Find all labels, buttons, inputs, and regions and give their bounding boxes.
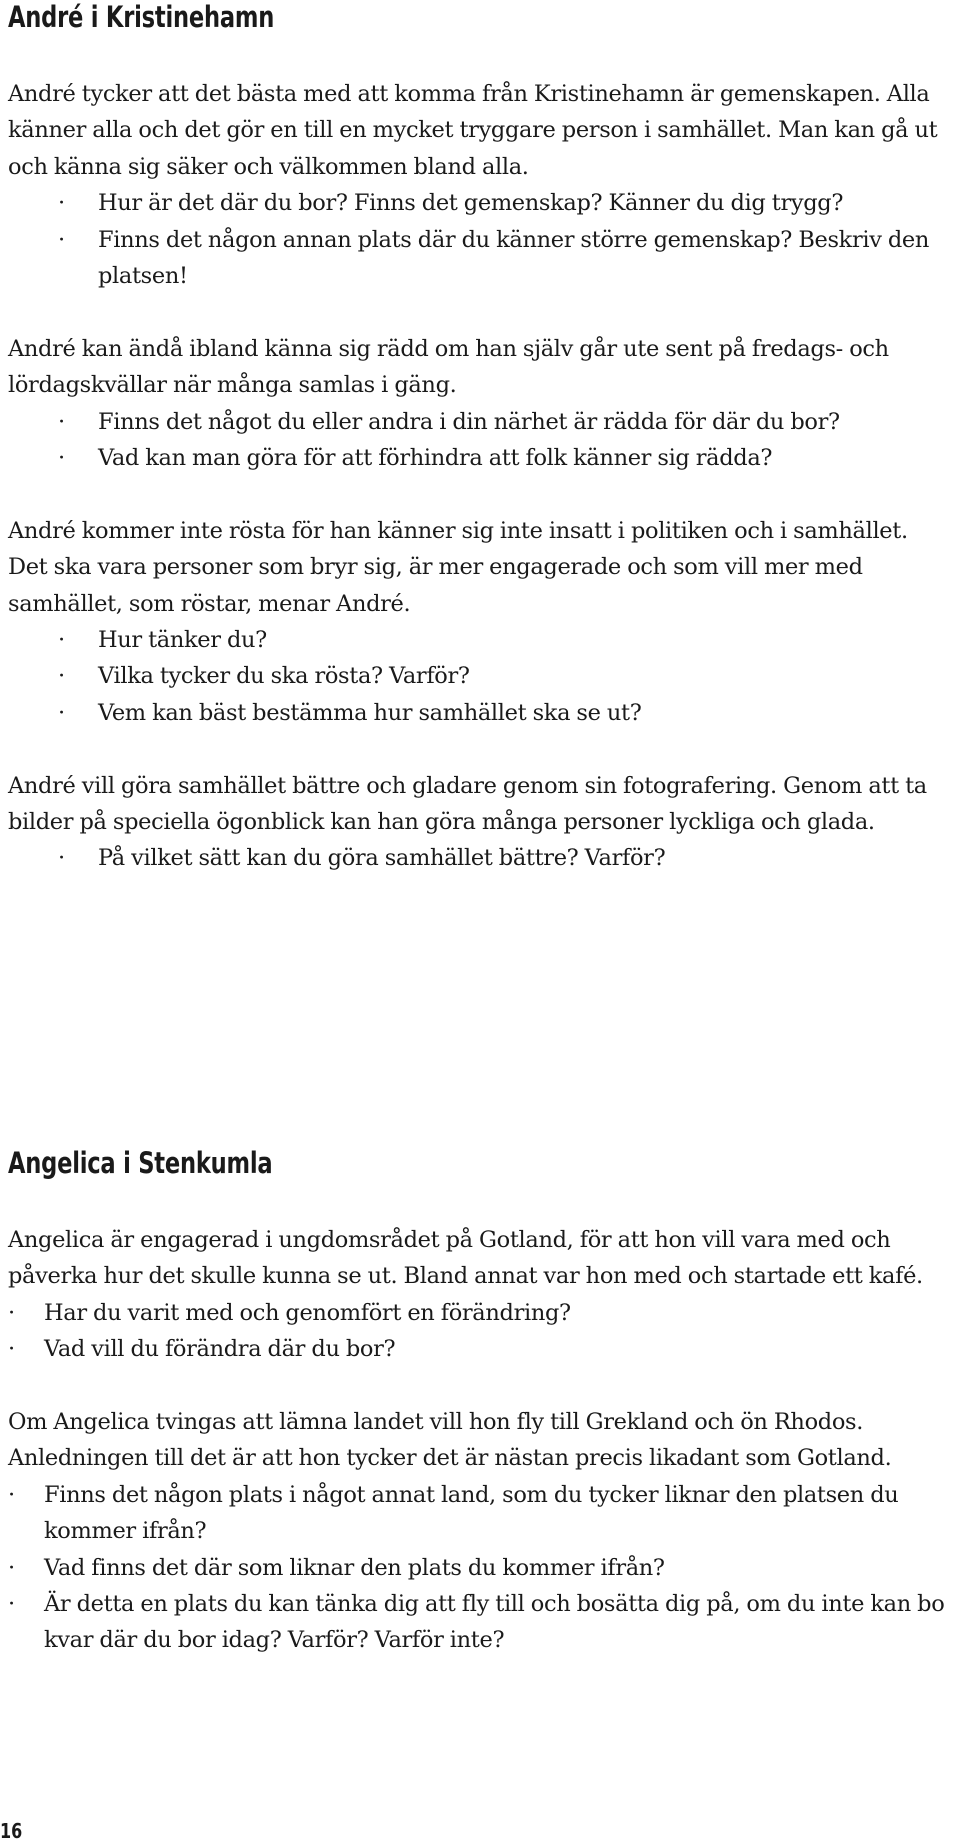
paragraph: André kommer inte rösta för han känner sig inte insatt i politiken och i samhället. Det ska vara personer som bryr sig, är mer engagerade och som vill mer med samhället, som röstar, menar André.: [8, 517, 908, 617]
question-text: Finns det något du eller andra i din närhet är rädda för där du bor?: [98, 408, 840, 435]
question-text: Vilka tycker du ska rösta? Varför?: [98, 663, 470, 690]
question-list: [8, 404, 953, 477]
text-block: [8, 331, 953, 477]
bullet-icon: ·: [58, 845, 65, 872]
text-block: [8, 76, 953, 294]
text-block: [8, 513, 953, 731]
question-text: Finns det någon annan plats där du känner större gemenskap? Beskriv den platsen!: [98, 226, 930, 290]
bullet-icon: ·: [8, 1336, 15, 1363]
bullet-icon: ·: [58, 445, 65, 472]
text-block: [8, 768, 953, 877]
question-item: [8, 404, 953, 440]
bullet-icon: ·: [58, 699, 65, 726]
bullet-icon: ·: [58, 663, 65, 690]
question-item: [8, 222, 953, 295]
bullet-icon: ·: [58, 226, 65, 253]
question-item: [8, 1550, 953, 1586]
section-body: [8, 76, 953, 877]
question-text: Hur är det där du bor? Finns det gemenskap? Känner du dig trygg?: [98, 190, 844, 217]
text-block: [8, 1404, 953, 1659]
section-andre: [8, 0, 953, 877]
text-block: [8, 1222, 953, 1368]
question-text: Finns det någon plats i något annat land, som du tycker liknar den platsen du kommer ifrån?: [44, 1481, 899, 1545]
question-item: [8, 440, 953, 476]
bullet-icon: ·: [8, 1481, 15, 1508]
question-item: [8, 1331, 953, 1367]
question-list: [8, 1295, 953, 1368]
section-body: [8, 1222, 953, 1659]
bullet-icon: ·: [58, 408, 65, 435]
question-item: [8, 1477, 953, 1550]
bullet-icon: ·: [58, 190, 65, 217]
question-list: [8, 1477, 953, 1659]
question-list: [8, 622, 953, 731]
paragraph: André vill göra samhället bättre och gladare genom sin fotografering. Genom att ta bilder på speciella ögonblick kan han göra många personer lyckliga och glada.: [8, 772, 927, 836]
bullet-icon: ·: [58, 627, 65, 654]
question-text: Vem kan bäst bestämma hur samhället ska se ut?: [98, 699, 642, 726]
question-list: [8, 840, 953, 876]
question-item: [8, 840, 953, 876]
section-heading: Angelica i Stenkumla: [8, 1146, 273, 1180]
bullet-icon: ·: [8, 1299, 15, 1326]
section-heading: André i Kristinehamn: [8, 0, 275, 34]
question-text: På vilket sätt kan du göra samhället bättre? Varför?: [98, 845, 666, 872]
question-item: [8, 695, 953, 731]
question-text: Vad kan man göra för att förhindra att folk känner sig rädda?: [98, 445, 773, 472]
page-number: 16: [0, 1819, 23, 1843]
bullet-icon: ·: [8, 1554, 15, 1581]
paragraph: Angelica är engagerad i ungdomsrådet på Gotland, för att hon vill vara med och påverka hur det skulle kunna se ut. Bland annat var hon med och startade ett kafé.: [8, 1227, 923, 1290]
question-text: Vad vill du förändra där du bor?: [44, 1336, 396, 1363]
question-item: [8, 658, 953, 694]
question-list: [8, 185, 953, 294]
section-angelica: [8, 1130, 953, 1659]
question-item: [8, 622, 953, 658]
question-text: Har du varit med och genomfört en förändring?: [44, 1299, 571, 1326]
question-text: Vad finns det där som liknar den plats du kommer ifrån?: [44, 1554, 665, 1581]
question-text: Hur tänker du?: [98, 627, 267, 654]
question-item: [8, 1295, 953, 1331]
question-text: Är detta en plats du kan tänka dig att fly till och bosätta dig på, om du inte kan bo kvar där du bor idag? Varför? Varför inte?: [44, 1591, 945, 1654]
question-item: [8, 185, 953, 221]
paragraph: Om Angelica tvingas att lämna landet vill hon fly till Grekland och ön Rhodos. Anledningen till det är att hon tycker det är nästan precis likadant som Gotland.: [8, 1409, 892, 1472]
bullet-icon: ·: [8, 1591, 15, 1618]
question-item: [8, 1586, 953, 1659]
paragraph: André tycker att det bästa med att komma från Kristinehamn är gemenskapen. Alla känner alla och det gör en till en mycket tryggare person i samhället. Man kan gå ut och känna sig säker och välkommen bland alla.: [8, 81, 938, 180]
paragraph: André kan ändå ibland känna sig rädd om han själv går ute sent på fredags- och lördagskvällar när många samlas i gäng.: [8, 335, 889, 399]
